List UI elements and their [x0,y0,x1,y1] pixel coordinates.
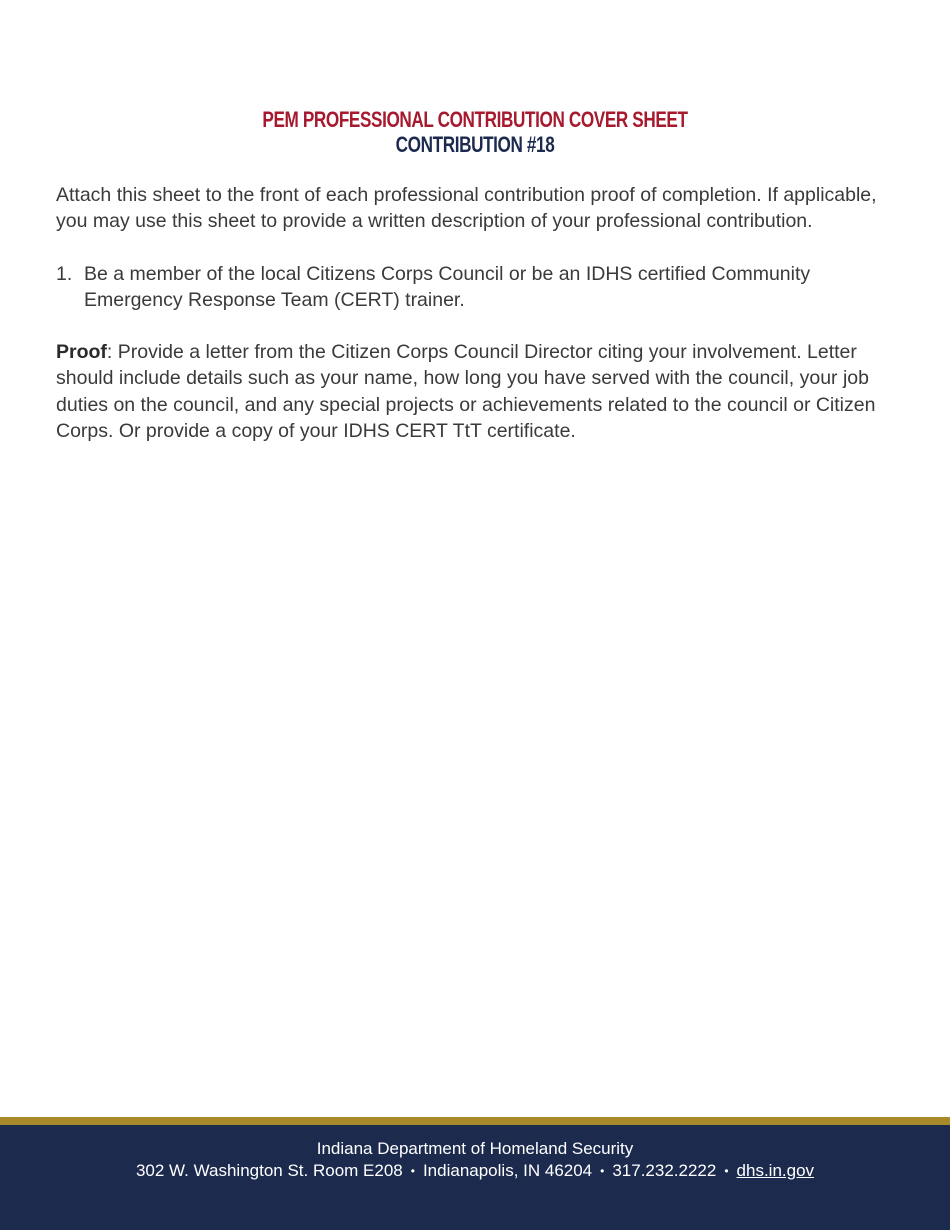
footer [0,1125,950,1230]
separator-dot: • [410,1164,415,1178]
footer-contact-line [0,1160,950,1182]
page-title: PEM PROFESSIONAL CONTRIBUTION COVER SHEET [262,107,688,132]
list-item-text: Be a member of the local Citizens Corps Council or be an IDHS certified Community Emergency Response Team (CERT) trainer. [84,262,811,311]
separator-dot: • [600,1164,605,1178]
footer-gold-stripe [0,1117,950,1125]
intro-paragraph: Attach this sheet to the front of each professional contribution proof of completion. If applicable, you may use this sheet to provide a written description of your professional contribution. [56,184,877,233]
list-item-number: 1. [56,262,73,285]
footer-phone: 317.232.2222 [612,1161,717,1180]
footer-city: Indianapolis, IN 46204 [422,1161,593,1180]
list-item [56,261,896,314]
footer-organization: Indiana Department of Homeland Security [316,1139,634,1158]
proof-text: : Provide a letter from the Citizen Corps Council Director citing your involvement. Letter should include details such as your name, how long you have served with the council, your job duties on the council, and any special projects or achievements related to the council or Citizen Corps. Or provide a copy of your IDHS CERT TtT certificate. [56,341,876,443]
footer-address: 302 W. Washington St. Room E208 [135,1161,403,1180]
proof-paragraph [56,339,896,444]
proof-label: Proof [56,341,107,364]
separator-dot: • [724,1164,729,1178]
contribution-number: CONTRIBUTION #18 [395,132,555,157]
website-link[interactable]: dhs.in.gov [736,1161,815,1180]
requirements-list [56,261,896,314]
page-header [0,107,950,157]
document-body [56,182,896,444]
